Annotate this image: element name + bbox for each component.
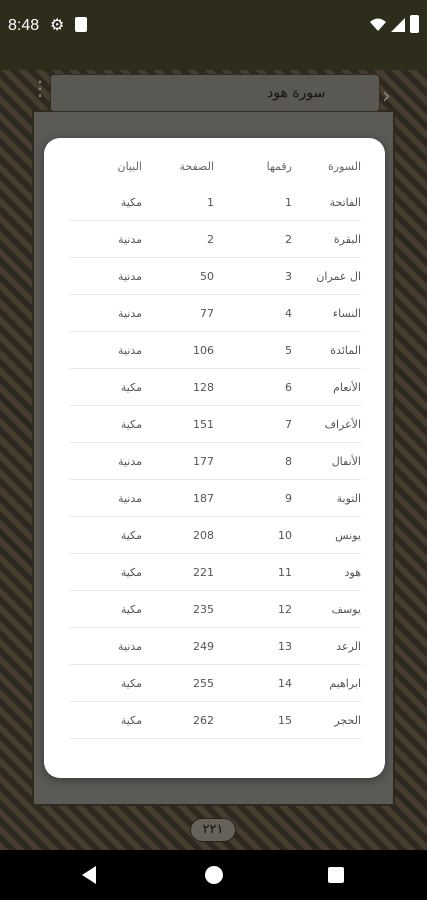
- cell-number: 4: [285, 307, 292, 320]
- cell-page: 177: [193, 455, 214, 468]
- cell-type: مدنية: [118, 344, 142, 357]
- cell-page: 77: [200, 307, 214, 320]
- cell-surah: المائدة: [330, 344, 361, 357]
- table-row[interactable]: [70, 591, 361, 628]
- cell-number: 12: [278, 603, 292, 616]
- cell-number: 1: [285, 196, 292, 209]
- table-row[interactable]: [70, 628, 361, 665]
- table-row[interactable]: [70, 295, 361, 332]
- signal-icon: [390, 17, 406, 33]
- cell-surah: الأنعام: [333, 381, 361, 394]
- table-row[interactable]: [70, 480, 361, 517]
- page-number: ٢٢١: [190, 818, 236, 842]
- cell-surah: النساء: [332, 307, 361, 320]
- cell-surah: الرعد: [336, 640, 361, 653]
- cell-page: 208: [193, 529, 214, 542]
- cell-number: 8: [285, 455, 292, 468]
- cell-page: 151: [193, 418, 214, 431]
- surah-header: سورة هود: [267, 85, 326, 101]
- battery-icon: [410, 15, 419, 33]
- cell-type: مكية: [120, 677, 142, 690]
- cell-type: مدنية: [118, 233, 142, 246]
- chevron-right-icon[interactable]: ›: [382, 84, 391, 109]
- table-row[interactable]: [70, 258, 361, 295]
- recents-icon[interactable]: [328, 867, 344, 883]
- cell-surah: الفاتحة: [329, 196, 361, 209]
- menu-dots-icon[interactable]: ⋮: [30, 76, 50, 100]
- header-surah: السورة: [328, 160, 361, 173]
- cell-surah: الحجر: [334, 714, 361, 727]
- home-icon[interactable]: [205, 866, 223, 884]
- table-row[interactable]: [70, 702, 361, 739]
- cell-page: 187: [193, 492, 214, 505]
- surah-index-dialog: [44, 138, 385, 778]
- table-row[interactable]: [70, 517, 361, 554]
- cell-number: 2: [285, 233, 292, 246]
- cell-surah: التوبة: [336, 492, 361, 505]
- cell-surah: هود: [344, 566, 361, 579]
- table-row[interactable]: [70, 184, 361, 221]
- cell-type: مدنية: [118, 492, 142, 505]
- cell-page: 2: [207, 233, 214, 246]
- cell-number: 6: [285, 381, 292, 394]
- cell-surah: الأنفال: [331, 455, 361, 468]
- gear-icon: ⚙: [50, 15, 65, 34]
- cell-type: مكية: [120, 381, 142, 394]
- table-row[interactable]: [70, 369, 361, 406]
- cell-page: 255: [193, 677, 214, 690]
- cell-page: 262: [193, 714, 214, 727]
- cell-number: 9: [285, 492, 292, 505]
- cell-type: مكية: [120, 529, 142, 542]
- cell-page: 249: [193, 640, 214, 653]
- table-row[interactable]: [70, 221, 361, 258]
- cell-page: 50: [200, 270, 214, 283]
- wifi-icon: [370, 18, 386, 32]
- cell-number: 10: [278, 529, 292, 542]
- table-row[interactable]: [70, 443, 361, 480]
- cell-number: 15: [278, 714, 292, 727]
- cell-page: 235: [193, 603, 214, 616]
- cell-number: 3: [285, 270, 292, 283]
- cell-type: مكية: [120, 196, 142, 209]
- table-header: [70, 152, 361, 184]
- back-icon[interactable]: [82, 866, 96, 884]
- table-row[interactable]: [70, 554, 361, 591]
- cell-page: 221: [193, 566, 214, 579]
- cell-type: مكية: [120, 714, 142, 727]
- cell-page: 128: [193, 381, 214, 394]
- clock: 8:48: [8, 17, 40, 34]
- header-number: رقمها: [266, 160, 292, 173]
- table-row[interactable]: [70, 332, 361, 369]
- cell-surah: يونس: [335, 529, 361, 542]
- header-type: البيان: [117, 160, 142, 173]
- table-row[interactable]: [70, 665, 361, 702]
- cell-type: مدنية: [118, 270, 142, 283]
- cell-number: 13: [278, 640, 292, 653]
- cell-surah: يوسف: [331, 603, 361, 616]
- cell-number: 7: [285, 418, 292, 431]
- sdcard-icon: [75, 17, 87, 32]
- cell-number: 5: [285, 344, 292, 357]
- system-nav-bar: [0, 850, 427, 900]
- cell-surah: الأعراف: [324, 418, 361, 431]
- status-bar: [0, 0, 427, 70]
- header-page: الصفحة: [179, 160, 214, 173]
- cell-type: مدنية: [118, 455, 142, 468]
- cell-number: 11: [278, 566, 292, 579]
- cell-page: 1: [207, 196, 214, 209]
- cell-surah: ال عمران: [316, 270, 361, 283]
- cell-type: مدنية: [118, 640, 142, 653]
- cell-page: 106: [193, 344, 214, 357]
- cell-surah: البقرة: [333, 233, 361, 246]
- cell-type: مدنية: [118, 307, 142, 320]
- cell-surah: ابراهيم: [329, 677, 361, 690]
- cell-type: مكية: [120, 603, 142, 616]
- cell-type: مكية: [120, 566, 142, 579]
- table-row[interactable]: [70, 406, 361, 443]
- surah-table: [70, 152, 361, 739]
- cell-number: 14: [278, 677, 292, 690]
- cell-type: مكية: [120, 418, 142, 431]
